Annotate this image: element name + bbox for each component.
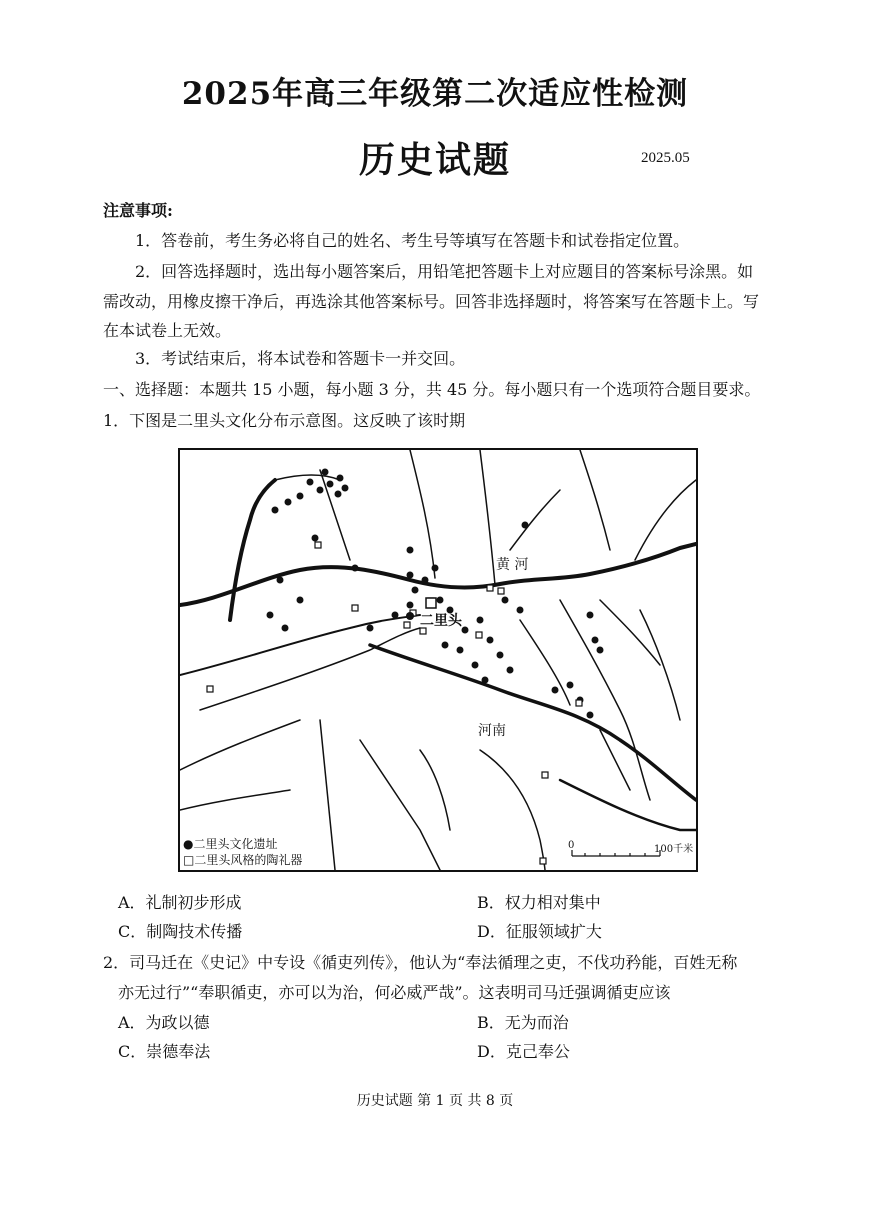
scale-bar: [572, 850, 660, 856]
site-dots: [267, 469, 604, 719]
q2-option-a: A．为政以德: [118, 1013, 210, 1032]
question-1-stem: 1．下图是二里头文化分布示意图。这反映了该时期: [103, 411, 466, 430]
q2-option-d: D．克己奉公: [477, 1042, 570, 1061]
legend-item-vessels: [183, 852, 302, 868]
legend-label-vessels: 二里头风格的陶礼器: [194, 853, 303, 867]
vessel-squares: [207, 542, 582, 864]
note-line-5: 3．考试结束后，将本试卷和答题卡一并交回。: [135, 349, 466, 368]
exam-title: 2025年高三年级第二次适应性检测: [181, 76, 689, 112]
page-footer: 历史试题 第 1 页 共 8 页: [356, 1093, 514, 1109]
q1-option-c: C．制陶技术传播: [118, 922, 243, 941]
q1-option-d: D．征服领域扩大: [477, 922, 602, 941]
notes-heading: 注意事项:: [103, 201, 173, 220]
legend-item-sites: [183, 836, 302, 852]
yellow-river: [180, 544, 696, 605]
legend-label-sites: 二里头文化遗址: [193, 837, 278, 851]
map-label-erlitou: 二里头: [420, 613, 462, 629]
exam-date: 2025.05: [641, 150, 690, 166]
luo-river: [180, 615, 420, 675]
question-2-stem-line2: 亦无过行”“奉职循吏，亦可以为治，何必威严哉”。这表明司马迁强调循吏应该: [118, 983, 671, 1002]
note-line-2: 2．回答选择题时，选出每小题答案后，用铅笔把答题卡上对应题目的答案标号涂黑。如: [135, 262, 754, 281]
erlitou-distribution-map: [178, 448, 698, 872]
note-line-1: 1．答卷前，考生务必将自己的姓名、考生号等填写在答题卡和试卷指定位置。: [135, 231, 690, 250]
note-line-3: 需改动，用橡皮擦干净后，再选涂其他答案标号。回答非选择题时，将答案写在答题卡上。写: [103, 292, 760, 311]
note-line-4: 在本试卷上无效。: [103, 321, 232, 340]
fen-river: [230, 480, 275, 620]
dot-icon: ●: [183, 837, 194, 851]
map-svg: [180, 450, 696, 870]
map-label-river: 黄 河: [496, 557, 529, 573]
subject-title: 历史试题: [358, 139, 511, 181]
map-legend: [183, 836, 302, 868]
q1-option-b: B．权力相对集中: [477, 893, 601, 912]
scale-end-label: 100千米: [654, 844, 694, 855]
q2-option-b: B．无为而治: [477, 1013, 569, 1032]
q2-option-c: C．崇德奉法: [118, 1042, 211, 1061]
q1-option-a: A．礼制初步形成: [118, 893, 242, 912]
question-2-stem-line1: 2．司马迁在《史记》中专设《循吏列传》，他认为“奉法循理之吏，不伐功矜能，百姓无称: [103, 953, 738, 972]
map-label-henan: 河南: [478, 723, 506, 739]
section-heading: 一、选择题：本题共 15 小题，每小题 3 分，共 45 分。每小题只有一个选项符合题目要求。: [103, 380, 761, 399]
huai-tributary: [370, 645, 696, 800]
square-icon: □: [183, 853, 195, 867]
scale-start-label: 0: [568, 840, 575, 851]
